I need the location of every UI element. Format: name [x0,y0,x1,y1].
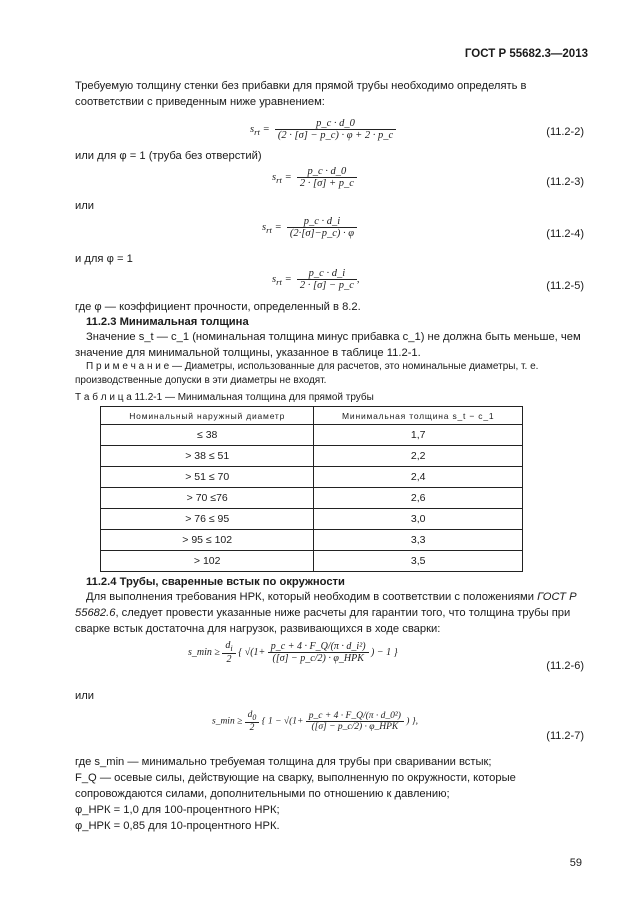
standard-reference: ГОСТ Р 55682.6 [75,591,577,619]
column-header: Номинальный наружный диаметр [101,407,314,425]
definition-phi-100: φ_НРК = 1,0 для 100-процентного НРК; [75,804,280,816]
section-text-11-2-4: Для выполнения требования НРК, который необходим в соответствии с положениями ГОСТ Р 55682.6, следует провести указанные ниже расчеты для гарантии того, что толщина трубы при сварке встык достаточна для нагрузок, развивающихся в ходе сварки: [75,591,577,635]
condition-text: или для φ = 1 (труба без отверстий) [75,150,262,162]
or-text: или [75,690,95,702]
table-row [101,467,523,488]
table-row [101,488,523,509]
table-cell: > 76 ≤ 95 [101,509,314,530]
section-title-11-2-4: 11.2.4 Трубы, сваренные встык по окружности [86,576,345,588]
table-row [101,509,523,530]
equation-number: (11.2-2) [546,126,584,138]
equation-11-2-6: s_min ≥ $\frac{d_i}{2}$ { √(1+ $\frac{\text{p\_c + 4 · F\_Q/(π · d\_i²)}}{\text{([σ] − p\_c/2) · φ\_НРК}}$ ) − 1 } [188,640,398,665]
table-cell: > 70 ≤76 [101,488,314,509]
table-cell: > 95 ≤ 102 [101,530,314,551]
section-text-11-2-3: Значение s_t — c_1 (номинальная толщина минус прибавка c_1) не должна быть меньше, чем значение для минимальной толщины, указанное в таблице 11.2-1. [75,331,581,359]
column-header: Минимальная толщина s_t − c_1 [314,407,523,425]
document-id: ГОСТ Р 55682.3—2013 [464,48,588,60]
note: П р и м е ч а н и е — Диаметры, использованные для расчетов, это номинальные диаметры, т. е. производственные допуски в эти диаметры не входят. [75,361,539,386]
definition-fq: F_Q — осевые силы, действующие на сварку, выполненную по окружности, которые сопровождаются силами, дополнительными по отношению к давлению; [75,772,516,800]
equation-number: (11.2-6) [546,660,584,672]
min-thickness-table [100,406,523,572]
definition-smin: где s_min — минимально требуемая толщина для трубы при сваривании встык; [75,756,492,768]
table-cell: ≤ 38 [101,425,314,446]
table-cell: 2,2 [314,446,523,467]
table-cell: 2,4 [314,467,523,488]
condition-text: и для φ = 1 [75,253,133,265]
table-header-row [101,407,523,425]
table-cell: 3,3 [314,530,523,551]
table-caption: Т а б л и ц а 11.2-1 — Минимальная толщина для прямой трубы [75,392,374,403]
page-number: 59 [569,857,582,869]
section-title-11-2-3: 11.2.3 Минимальная толщина [86,316,249,328]
definition-phi-10: φ_НРК = 0,85 для 10-процентного НРК. [75,820,280,832]
table-row [101,551,523,572]
table-cell: 1,7 [314,425,523,446]
table-row [101,530,523,551]
table-cell: > 51 ≤ 70 [101,467,314,488]
or-text: или [75,200,95,212]
equation-number: (11.2-5) [546,280,584,292]
table-cell: 3,0 [314,509,523,530]
intro-paragraph: Требуемую толщину стенки без прибавки для прямой трубы необходимо определять в соответствии с приведенным ниже уравнением: [75,80,527,108]
equation-11-2-5: $s_{rt}$ = $\frac{p\_c \cdot d\_i}{2 \cdot [\sigma] - p\_c}$ , [272,268,360,291]
table-row [101,446,523,467]
definition-phi: где φ — коэффициент прочности, определенный в 8.2. [75,301,361,313]
table-cell: > 38 ≤ 51 [101,446,314,467]
equation-11-2-7: s_min ≥ $\frac{d_0}{2}$ { 1 − √(1+ $\frac{\text{p\_c + 4 · F\_Q/(π · d\_0²)}}{\text{([σ] − p\_c/2) · φ\_НРК}}$ ) }, [212,710,418,733]
equation-number: (11.2-7) [546,730,584,742]
table-cell: > 102 [101,551,314,572]
table-cell: 2,6 [314,488,523,509]
equation-number: (11.2-4) [546,228,584,240]
table-cell: 3,5 [314,551,523,572]
equation-11-2-3: $s_{rt}$ = $\frac{p\_c \cdot d\_0}{2 \cdot [\sigma] + p\_c}$ [272,166,357,189]
equation-11-2-4: $s_{rt}$ = $\frac{p\_c \cdot d\_i}{(2\cdot[\sigma]-p\_c) \cdot \varphi}$ [262,216,357,239]
equation-11-2-2: $s_{rt}$ = $\frac{p\_c \cdot d\_0}{(2 \cdot [\sigma] - p\_c) \cdot \varphi + 2 \cdot p\_c}$ [250,118,396,141]
table-row [101,425,523,446]
equation-number: (11.2-3) [546,176,584,188]
